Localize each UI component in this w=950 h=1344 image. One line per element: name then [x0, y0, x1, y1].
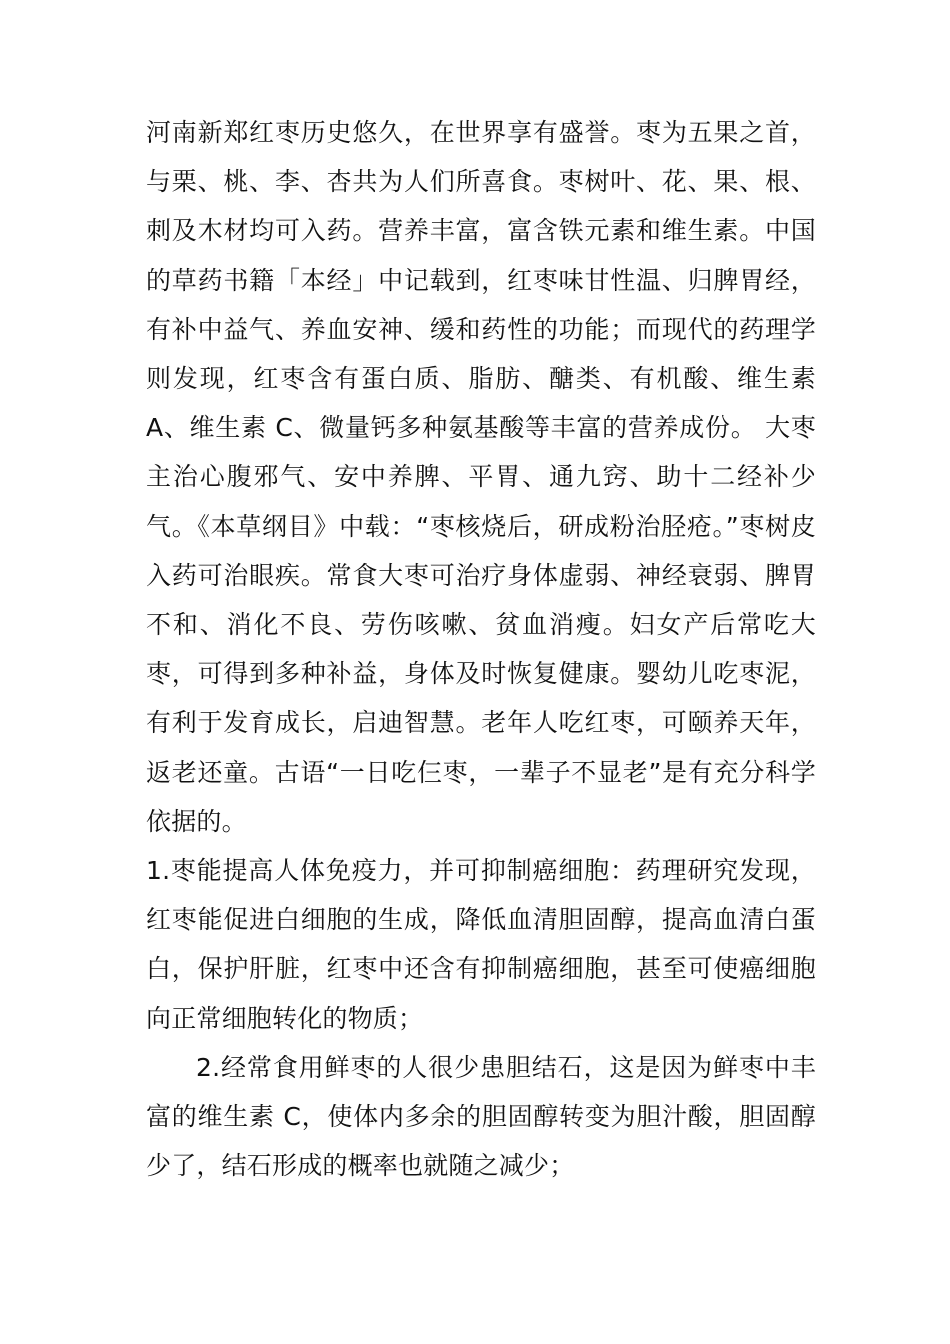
- paragraph-intro: 河南新郑红枣历史悠久，在世界享有盛誉。枣为五果之首，与栗、桃、李、杏共为人们所喜食。枣树叶、花、果、根、刺及木材均可入药。营养丰富，富含铁元素和维生素。中国的草药书籍「本经」中记载到，红枣味甘性温、归脾胃经，有补中益气、养血安神、缓和药性的功能；而现代的药理学则发现，红枣含有蛋白质、脂肪、醣类、有机酸、维生素 A、维生素 C、微量钙多种氨基酸等丰富的营养成份。 大枣 主治心腹邪气、安中养脾、平胃、通九窍、助十二经补少气。《本草纲目》中载：“枣核烧后，研成粉治胫疮。”枣树皮入药可治眼疾。常食大枣可治疗身体虚弱、神经衰弱、脾胃不和、消化不良、劳伤咳嗽、贫血消瘦。妇女产后常吃大枣，可得到多种补益，身体及时恢复健康。婴幼儿吃枣泥，有利于发育成长，启迪智慧。老年人吃红枣，可颐养天年，返老还童。古语“一日吃仨枣，一辈子不显老”是有充分科学依据的。: [146, 118, 816, 836]
- document-body: [146, 108, 816, 1190]
- paragraph-point-1: 1.枣能提高人体免疫力，并可抑制癌细胞：药理研究发现，红枣能促进白细胞的生成，降低血清胆固醇，提高血清白蛋白，保护肝脏，红枣中还含有抑制癌细胞，甚至可使癌细胞向正常细胞转化的物质；: [146, 856, 816, 1033]
- paragraph-point-2: 2.经常食用鲜枣的人很少患胆结石，这是因为鲜枣中丰富的维生素 C，使体内多余的胆固醇转变为胆汁酸，胆固醇少了，结石形成的概率也就随之减少；: [146, 1052, 816, 1181]
